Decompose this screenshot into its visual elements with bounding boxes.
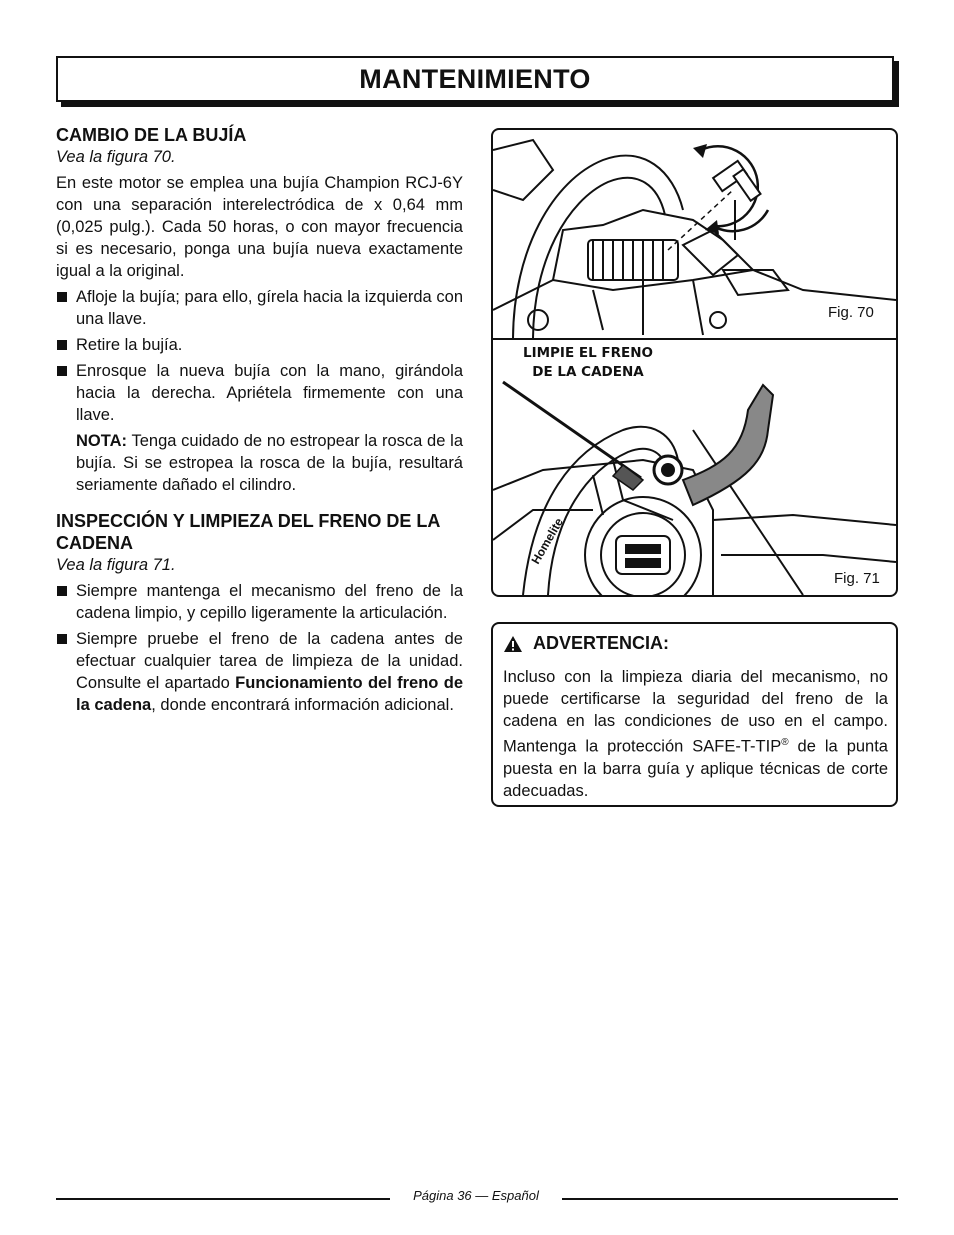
bullet-icon xyxy=(57,634,67,644)
warning-text: Incluso con la limpieza diaria del mecanismo, no puede certificarse la seguridad del freno de la cadena en las condiciones de uso en el campo. Mantenga la protección SAFE-T-TIP® de la punta puesta en la barra guía y aplique técnicas de corte adecuadas. xyxy=(503,668,888,800)
spark-plug-steps xyxy=(56,286,463,426)
page-title: MANTENIMIENTO xyxy=(359,63,591,94)
bullet-icon xyxy=(57,340,67,350)
list-item: Siempre pruebe el freno de la cadena antes de efectuar cualquier tarea de limpieza de la unidad. Consulte el apartado Funcionamiento del freno de la cadena, donde encontrará información adicional. xyxy=(56,628,463,716)
list-item: Retire la bujía. xyxy=(56,334,463,356)
note-paragraph xyxy=(56,430,463,496)
spark-plug-heading: CAMBIO DE LA BUJÍA xyxy=(56,125,247,145)
bullet-icon xyxy=(57,292,67,302)
left-column xyxy=(56,124,463,720)
warning-header xyxy=(503,633,669,654)
warning-title: ADVERTENCIA: xyxy=(533,633,670,653)
brake-section xyxy=(56,510,463,716)
fig70-reference: Vea la figura 70. xyxy=(56,148,176,166)
list-item: Enrosque la nueva bujía con la mano, girándola hacia la derecha. Apriétela firmemente con una llave. xyxy=(56,360,463,426)
note-text: Tenga cuidado de no estropear la rosca de la bujía. Si se estropea la rosca de la bujía, resultará seriamente dañado el cilindro. xyxy=(76,432,463,494)
spark-plug-intro: En este motor se emplea una bujía Champion RCJ-6Y con una separación interelectródica de x 0,64 mm (0,025 pulg.). Cada 50 horas, o con mayor frecuencia si es necesario, ponga una bujía nueva exactamente igual a la original. xyxy=(56,174,463,280)
fig71-reference: Vea la figura 71. xyxy=(56,556,176,574)
fig70-label: Fig. 70 xyxy=(828,304,874,321)
footer-rule-left xyxy=(56,1198,390,1200)
list-item: Afloje la bujía; para ello, gírela hacia la izquierda con una llave. xyxy=(56,286,463,330)
bullet-icon xyxy=(57,366,67,376)
brake-heading: INSPECCIÓN Y LIMPIEZA DEL FRENO DE LA CADENA xyxy=(56,511,440,553)
note-label: NOTA: xyxy=(76,432,128,450)
chain-brake-illustration xyxy=(493,340,896,595)
brake-callout: LIMPIE EL FRENO DE LA CADENA xyxy=(522,345,654,380)
section-header xyxy=(56,56,894,102)
footer-rule-right xyxy=(562,1198,898,1200)
warning-box xyxy=(491,622,898,807)
brand-mark: Homelite xyxy=(528,515,566,567)
page-footer: Página 36 — Español xyxy=(413,1188,539,1203)
brake-steps xyxy=(56,580,463,716)
list-item: Siempre mantenga el mecanismo del freno de la cadena limpio, y cepillo ligeramente la articulación. xyxy=(56,580,463,624)
warning-triangle-icon xyxy=(503,635,523,653)
fig71-label: Fig. 71 xyxy=(834,570,880,587)
bullet-icon xyxy=(57,586,67,596)
figures-panel xyxy=(491,128,898,597)
